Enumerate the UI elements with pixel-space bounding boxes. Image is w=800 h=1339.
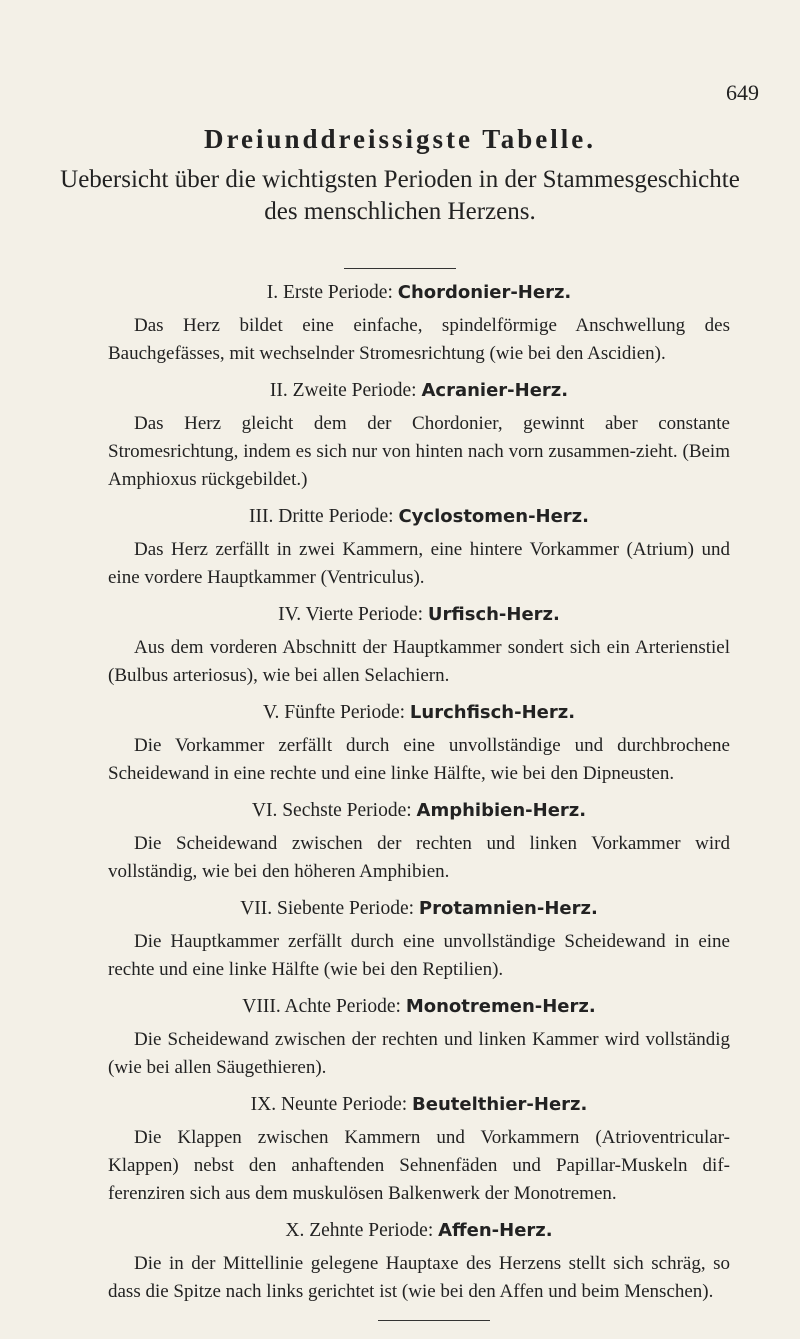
period-heading (108, 506, 730, 528)
period-text: Die Klappen zwischen Kammern und Vorkammern (Atrioventricular-Klappen) nebst den anhaftenden Sehnenfäden und Papillar-Muskeln dif-ferenziren sich aus dem muskulösen Balkenwerk der Monotremen. (108, 1127, 730, 1204)
heart-type: Amphibien-Herz. (416, 800, 587, 821)
period-heading (108, 282, 730, 304)
period-heading (108, 604, 730, 626)
subtitle (0, 164, 800, 228)
period-heading (108, 380, 730, 402)
period-text: Die in der Mittellinie gelegene Hauptaxe des Herzens stellt sich schräg, so dass die Spitze nach links gerichtet ist (wie bei den Affen und beim Menschen). (108, 1253, 730, 1302)
period-heading (108, 1220, 730, 1242)
page-number: 649 (726, 80, 759, 105)
period-text: Die Scheidewand zwischen der rechten und linken Kammer wird vollständig (wie bei allen Säugethieren). (108, 1029, 730, 1078)
period-heading (108, 898, 730, 920)
period-text: Die Vorkammer zerfällt durch eine unvollständige und durchbrochene Scheidewand in eine rechte und eine linke Hälfte, wie bei den Dipneusten. (108, 735, 730, 784)
table-title: Dreiunddreissigste Tabelle. (203, 124, 597, 154)
period-label: I. Erste Periode: (266, 282, 398, 303)
period-heading (108, 702, 730, 724)
heart-type: Monotremen-Herz. (405, 996, 596, 1017)
heart-type: Urfisch-Herz. (427, 604, 560, 625)
heart-type: Chordonier-Herz. (397, 282, 572, 303)
period-text: Aus dem vorderen Abschnitt der Hauptkammer sondert sich ein Arterienstiel (Bulbus arteriosus), wie bei allen Selachiern. (108, 637, 730, 686)
heart-type: Affen-Herz. (438, 1220, 553, 1241)
heart-type: Lurchfisch-Herz. (409, 702, 576, 723)
bottom-rule (378, 1320, 490, 1321)
period-text: Das Herz zerfällt in zwei Kammern, eine hintere Vorkammer (Atrium) und eine vordere Hauptkammer (Ventriculus). (108, 539, 730, 588)
period-label: II. Zweite Periode: (269, 380, 422, 401)
period-label: IX. Neunte Periode: (250, 1094, 413, 1115)
heart-type: Protamnien-Herz. (418, 898, 598, 919)
period-text: Die Hauptkammer zerfällt durch eine unvollständige Scheidewand in eine rechte und eine linke Hälfte (wie bei den Reptilien). (108, 931, 730, 980)
heart-type: Acranier-Herz. (421, 380, 569, 401)
period-heading (108, 996, 730, 1018)
period-text: Das Herz bildet eine einfache, spindelförmige Anschwellung des Bauchgefässes, mit wechselnder Stromesrichtung (wie bei den Ascidien). (108, 315, 730, 364)
period-label: VIII. Achte Periode: (242, 996, 406, 1017)
period-label: VI. Sechste Periode: (251, 800, 417, 821)
period-text: Das Herz gleicht dem der Chordonier, gewinnt aber constante Stromesrichtung, indem es sich nur von hinten nach vorn zusammen-zieht. (Beim Amphioxus rückgebildet.) (108, 413, 730, 490)
period-heading (108, 800, 730, 822)
heart-type: Beutelthier-Herz. (412, 1094, 588, 1115)
period-label: VII. Siebente Periode: (240, 898, 419, 919)
subtitle-line-2: des menschlichen Herzens. (264, 198, 536, 225)
period-label: V. Fünfte Periode: (262, 702, 410, 723)
period-heading (108, 1094, 730, 1116)
period-label: X. Zehnte Periode: (285, 1220, 439, 1241)
subtitle-line-1: Uebersicht über die wichtigsten Perioden in der Stammesgeschichte (60, 166, 740, 193)
period-label: IV. Vierte Periode: (278, 604, 428, 625)
top-rule (344, 268, 456, 269)
heart-type: Cyclostomen-Herz. (398, 506, 589, 527)
period-label: III. Dritte Periode: (249, 506, 399, 527)
periods-column (108, 282, 730, 1318)
period-text: Die Scheidewand zwischen der rechten und linken Vorkammer wird vollständig, wie bei den höheren Amphibien. (108, 833, 730, 882)
